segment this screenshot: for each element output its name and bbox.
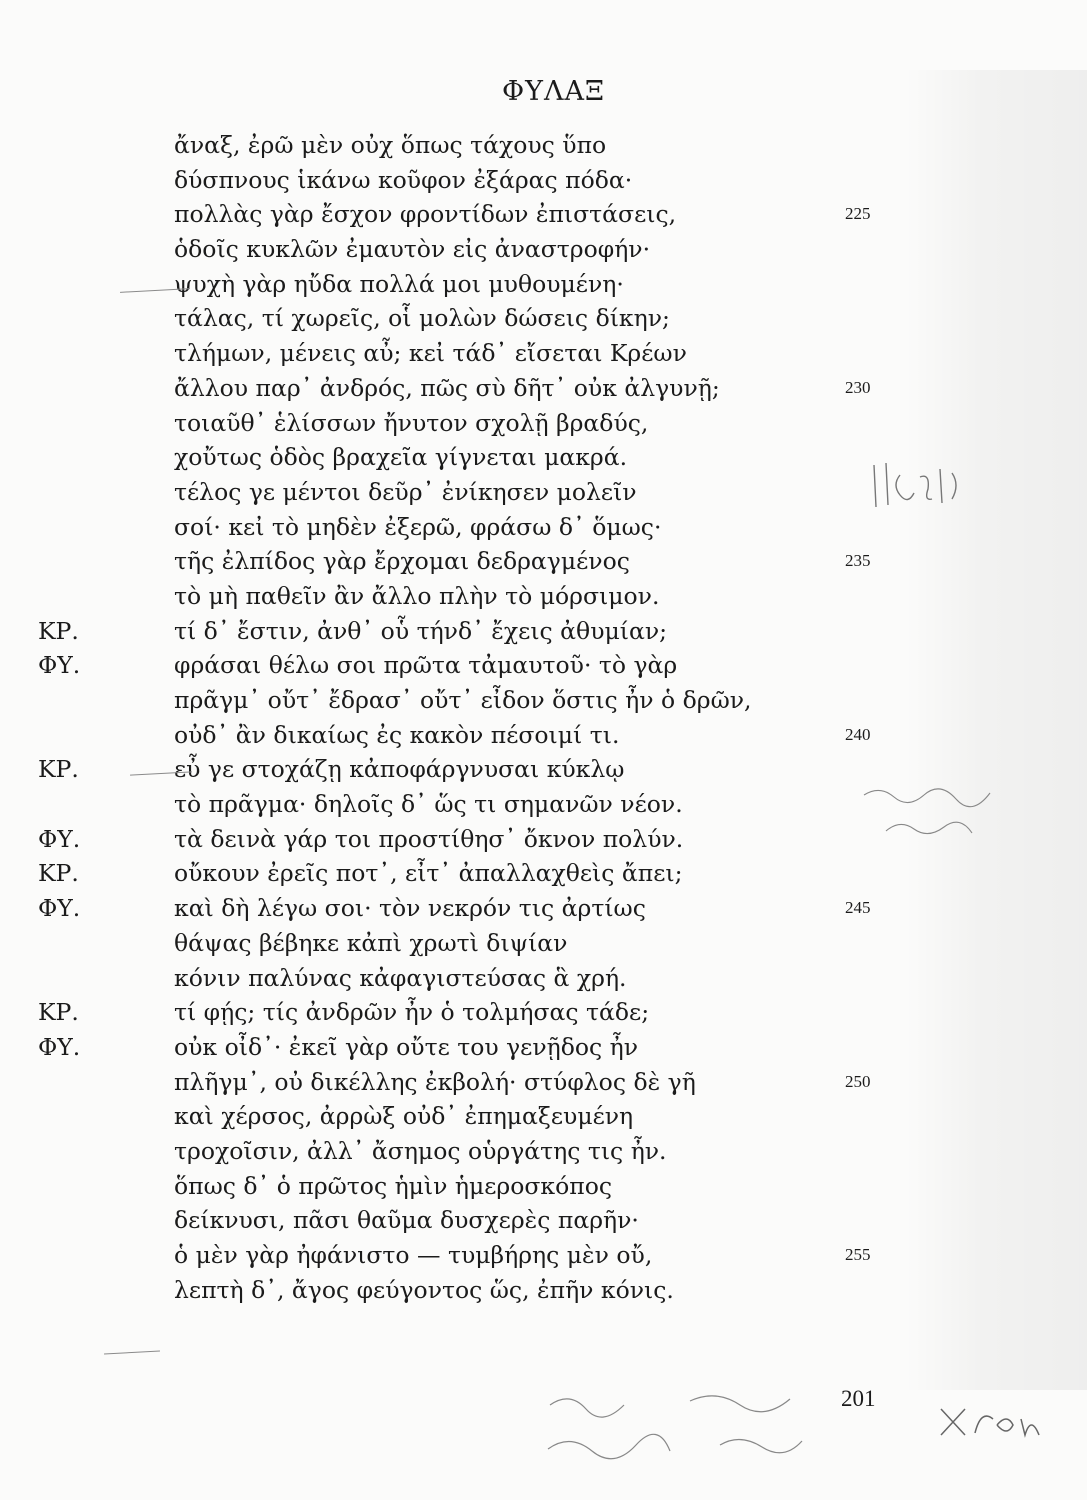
verse-text: θάψας βέβηκε κἀπὶ χρωτὶ διψίαν [174,928,568,957]
verse-text: ὁ μὲν γὰρ ἠφάνιστο — τυμβήρης μὲν οὔ, [174,1241,653,1269]
verse-text: καὶ δὴ λέγω σοι· τὸν νεκρόν τις ἀρτίως [174,894,646,923]
verse-text: ψυχὴ γὰρ ηὔδα πολλά μοι μυθουμένη· [174,269,624,298]
verse-text: πρᾶγμ᾽ οὔτ᾽ ἔδρασ᾽ οὔτ᾽ εἶδον ὅστις ἦν ὁ δρῶν, [174,686,752,714]
line-number: 235 [845,551,871,571]
line-number: 250 [845,1071,871,1091]
verse-text: ὅπως δ᾽ ὁ πρῶτος ἡμὶν ἡμεροσκόπος [174,1171,613,1200]
speaker-label: ΚΡ. [38,998,79,1027]
page-number: 201 [841,1386,876,1411]
verse-line [0,995,1087,1030]
verse-text: φράσαι θέλω σοι πρῶτα τἀμαυτοῦ· τὸ γὰρ [174,651,678,680]
verse-text: τοιαῦθ᾽ ἑλίσσων ἤνυτον σχολῇ βραδύς, [174,408,649,437]
verse-line [0,406,1087,441]
section-heading: ΦΥΛΑΞ [502,76,605,107]
verse-line [0,1065,1087,1100]
verse-text: σοί· κεἰ τὸ μηδὲν ἐξερῶ, φράσω δ᾽ ὅμως· [174,512,662,541]
line-number: 240 [845,724,871,744]
verse-line [0,1099,1087,1134]
verse-text: τάλας, τί χωρεῖς, οἷ μολὼν δώσεις δίκην; [174,304,670,333]
verse-text: λεπτὴ δ᾽, ἄγος φεύγοντος ὥς, ἐπῆν κόνις. [174,1275,674,1304]
verse-text: τέλος γε μέντοι δεῦρ᾽ ἐνίκησεν μολεῖν [174,477,637,506]
verse-line [0,163,1087,198]
handwritten-scribble [540,1385,840,1475]
speaker-label: ΚΡ. [38,755,79,784]
verse-line [0,891,1087,926]
verse-text: καὶ χέρσος, ἀρρὼξ οὐδ᾽ ἐπημαξευμένη [174,1102,634,1131]
verse-line [0,267,1087,302]
verse-line [0,1273,1087,1308]
verse-line [0,371,1087,406]
verse-line [0,683,1087,718]
verse-text: τὸ πρᾶγμα· δηλοῖς δ᾽ ὥς τι σημανῶν νέον. [174,790,683,819]
speaker-label: ΦΥ. [38,894,81,923]
line-number: 245 [845,898,871,918]
verse-text: ἄναξ, ἐρῶ μὲν οὐχ ὅπως τάχους ὕπο [174,131,607,159]
verse-line [0,579,1087,614]
verse-text: τὰ δεινὰ γάρ τοι προστίθησ᾽ ὄκνον πολύν. [174,824,684,853]
line-number: 255 [845,1245,871,1264]
verse-line [0,197,1087,232]
verse-line [0,1203,1087,1238]
line-number: 225 [845,204,871,224]
verse-text: χοὔτως ὁδὸς βραχεῖα γίγνεται μακρά. [174,443,628,472]
verse-line [0,544,1087,579]
verse-line [0,718,1087,753]
verse-text: δείκνυσι, πᾶσι θαῦμα δυσχερὲς παρῆν· [174,1206,639,1235]
verse-text: ἄλλου παρ᾽ ἀνδρός, πῶς σὺ δῆτ᾽ οὐκ ἀλγυνῇ; [174,373,720,402]
verse-text: οὐδ᾽ ἂν δικαίως ἐς κακὸν πέσοιμί τι. [174,720,620,749]
verse-text: πολλὰς γὰρ ἔσχον φροντίδων ἐπιστάσεις, [174,200,677,229]
verse-text: τί φῄς; τίς ἀνδρῶν ἦν ὁ τολμήσας τάδε; [174,998,650,1027]
verse-line [0,648,1087,683]
speaker-label: ΦΥ. [38,824,81,853]
verse-line [0,1030,1087,1065]
verse-line [0,961,1087,996]
verse-text: ὁδοῖς κυκλῶν ἐμαυτὸν εἰς ἀναστροφήν· [174,235,651,264]
verse-block [0,128,1087,1307]
verse-line [0,301,1087,336]
verse-line [0,336,1087,371]
speaker-label: ΦΥ. [38,1032,81,1061]
speaker-label: ΦΥ. [38,651,81,680]
verse-text: τί δ᾽ ἔστιν, ἀνθ᾽ οὗ τήνδ᾽ ἔχεις ἀθυμίαν; [174,616,668,645]
verse-line [0,856,1087,891]
verse-text: δύσπνους ἱκάνω κοῦφον ἐξάρας πόδα· [174,165,633,194]
verse-line [0,232,1087,267]
pencil-mark [104,1351,160,1355]
handwritten-scribble [860,775,1010,845]
verse-line [0,128,1087,163]
verse-text: τῆς ἐλπίδος γὰρ ἔρχομαι δεδραγμένος [174,547,630,576]
verse-line [0,1134,1087,1169]
verse-text: πλῆγμ᾽, οὐ δικέλλης ἐκβολή· στύφλος δὲ γῆ [174,1067,696,1096]
verse-text: τλήμων, μένεις αὖ; κεἰ τάδ᾽ εἴσεται Κρέων [174,339,687,368]
speaker-label: ΚΡ. [38,859,79,888]
line-number: 230 [845,377,871,397]
verse-text: οὔκουν ἐρεῖς ποτ᾽, εἶτ᾽ ἀπαλλαχθεὶς ἄπει; [174,859,683,888]
handwritten-scribble [870,455,965,515]
verse-line [0,614,1087,649]
handwritten-scribble [935,1395,1045,1445]
verse-text: τροχοῖσιν, ἀλλ᾽ ἄσημος οὑργάτης τις ἦν. [174,1136,667,1165]
verse-line [0,926,1087,961]
verse-text: οὐκ οἶδ᾽· ἐκεῖ γὰρ οὔτε του γενῇδος ἦν [174,1032,639,1061]
verse-line [0,1238,1087,1273]
verse-line [0,1169,1087,1204]
verse-text: κόνιν παλύνας κἀφαγιστεύσας ἃ χρή. [174,963,627,992]
speaker-label: ΚΡ. [38,616,79,645]
verse-text: τὸ μὴ παθεῖν ἂν ἄλλο πλὴν τὸ μόρσιμον. [174,581,660,610]
verse-text: εὖ γε στοχάζῃ κἀποφάργνυσαι κύκλῳ [174,755,625,784]
